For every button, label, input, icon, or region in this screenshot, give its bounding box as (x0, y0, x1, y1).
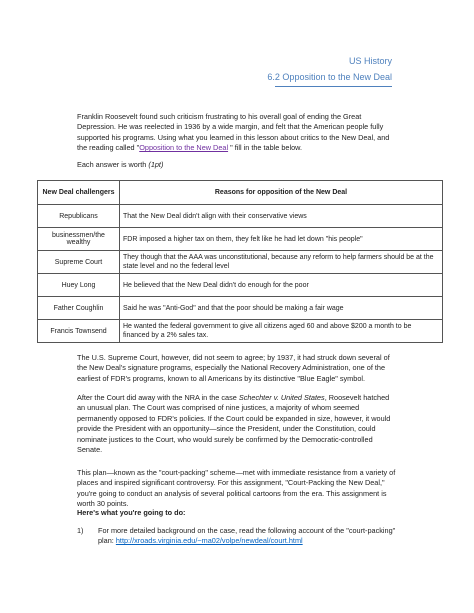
lesson-title: 6.2 Opposition to the New Deal (267, 72, 392, 82)
challenger-cell: Father Coughlin (38, 297, 120, 320)
step-number: 1) (77, 526, 84, 535)
table-row (38, 320, 443, 343)
court-plan-paragraph: After the Court did away with the NRA in the case Schechter v. United States, Roosevelt hatched an unusual plan. The Court was comprised of nine justices, a majority of whom seemed permanently opposed to FDR's policies. If the Court could be expanded in size, however, it would provide the President with an opportunity—since the President, under the Constitution, could nominate justices to the Court, who would surely be confirmed by the Democratic-controlled Senate. (77, 393, 391, 455)
opposition-reading-link[interactable]: Opposition to the New Deal (139, 143, 229, 153)
reason-cell[interactable]: Said he was "Anti-God" and that the poor should be making a fair wage (120, 297, 443, 320)
table-row (38, 251, 443, 274)
table-row (38, 274, 443, 297)
supreme-court-paragraph: The U.S. Supreme Court, however, did not seem to agree; by 1937, it had struck down several of the New Deal's signature programs, especially the National Recovery Administration, one of the earliest of FDR's programs, known to all Americans by its distinctive "Blue Eagle" symbol. (77, 353, 390, 383)
reason-cell[interactable]: FDR imposed a higher tax on them, they felt like he had let down "his people" (120, 228, 443, 251)
assignment-paragraph: This plan—known as the "court-packing" scheme—met with immediate resistance from a variety of places and inspired significant controversy. For this assignment, "Court-Packing the New Deal," you're going to conduct an analysis of several political cartoons from the era. This assignment is worth 30 points. (77, 468, 396, 509)
reason-cell[interactable]: That the New Deal didn't align with their conservative views (120, 205, 443, 228)
reason-cell[interactable]: They though that the AAA was unconstitutional, because any reform to help farmers should be at the state level and no the federal level (120, 251, 443, 274)
court-packing-link[interactable]: http://xroads.virginia.edu/~ma02/volpe/newdeal/court.html (115, 536, 303, 546)
reason-cell[interactable]: He wanted the federal government to give all citizens aged 60 and above $200 a month to be financed by a 2% sales tax. (120, 320, 443, 343)
challenger-cell: Republicans (38, 205, 120, 228)
table-row (38, 297, 443, 320)
challenger-cell: Supreme Court (38, 251, 120, 274)
case-name: Schechter v. United States (238, 393, 325, 402)
challenger-cell: Huey Long (38, 274, 120, 297)
intro-paragraph: Franklin Roosevelt found such criticism frustrating to his overall goal of ending the Great Depression. He was reelected in 1936 by a wide margin, and felt that the American people fully supported his programs. Using what you learned in this lesson about critics to the New Deal, and the reading called "Opposition to the New Deal " fill in the table below. (77, 112, 390, 153)
points-note: Each answer is worth (1pt) (77, 160, 164, 169)
header-rule (275, 86, 392, 87)
step-text: For more detailed background on the case, read the following account of the "court-packing" plan: (98, 526, 396, 546)
table-header-challengers: New Deal challengers (38, 181, 120, 205)
steps-heading: Here's what you're going to do: (77, 508, 186, 517)
course-title: US History (348, 56, 392, 66)
challenger-cell: Francis Townsend (38, 320, 120, 343)
challenger-cell: businessmen/the wealthy (38, 228, 120, 251)
table-row (38, 205, 443, 228)
table-header-reasons: Reasons for opposition of the New Deal (120, 181, 443, 205)
table-row (38, 228, 443, 251)
reason-cell[interactable]: He believed that the New Deal didn't do enough for the poor (120, 274, 443, 297)
new-deal-challengers-table (37, 180, 443, 343)
